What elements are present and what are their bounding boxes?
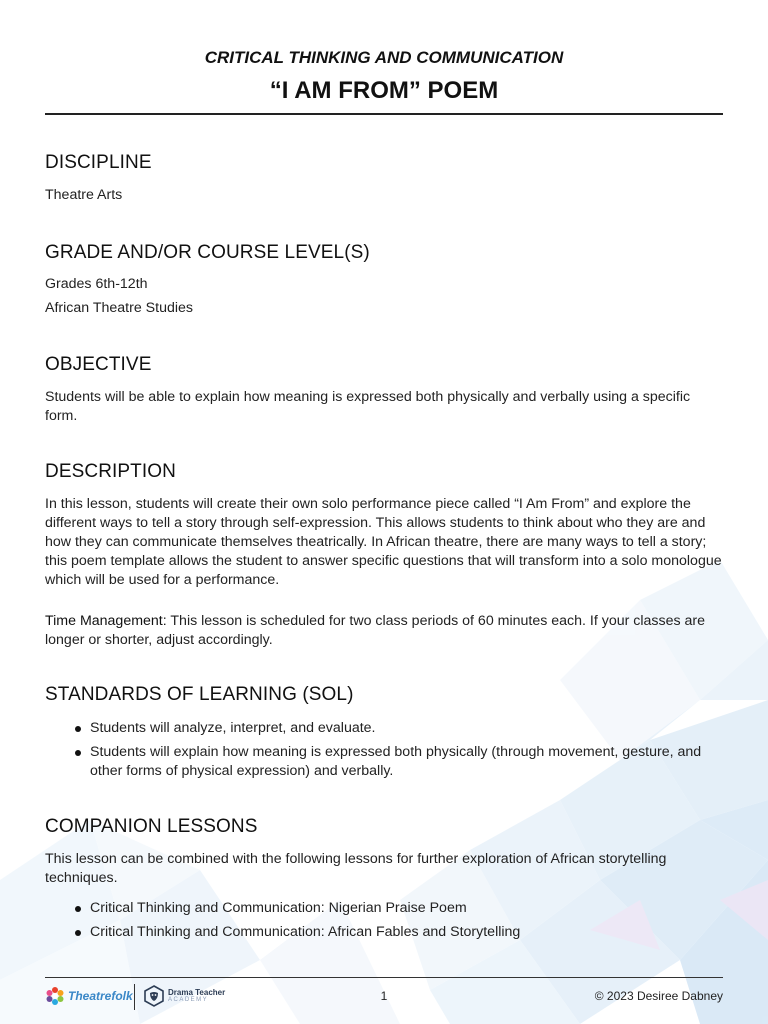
document-subtitle: CRITICAL THINKING AND COMMUNICATION bbox=[204, 48, 564, 67]
standards-list bbox=[45, 719, 723, 786]
list-item: Critical Thinking and Communication: African Fables and Storytelling bbox=[45, 923, 723, 942]
page-number: 1 bbox=[380, 989, 388, 1003]
time-management-text: This lesson is scheduled for two class periods of 60 minutes each. If your classes are longer or shorter, adjust accordingly. bbox=[45, 613, 706, 648]
footer bbox=[45, 984, 723, 1012]
companion-heading: COMPANION LESSONS bbox=[45, 816, 258, 837]
companion-list bbox=[45, 899, 723, 947]
objective-text: Students will be able to explain how meaning is expressed both physically and verbally using a specific form. bbox=[45, 389, 691, 424]
time-management-paragraph bbox=[45, 612, 723, 650]
list-item: Students will explain how meaning is expressed both physically (through movement, gesture, and other forms of physical expression) and verbally. bbox=[45, 743, 723, 781]
title-rule bbox=[45, 113, 723, 115]
theatrefolk-logo-text: Theatrefolk bbox=[68, 989, 133, 1003]
grade-line-1: Grades 6th-12th bbox=[45, 276, 148, 292]
list-item: Students will analyze, interpret, and evaluate. bbox=[45, 719, 723, 738]
grade-heading: GRADE AND/OR COURSE LEVEL(S) bbox=[45, 242, 370, 263]
dta-logo-line-1: Drama Teacher bbox=[168, 988, 226, 997]
document-title: “I AM FROM” POEM bbox=[269, 77, 499, 104]
grade-line-2: African Theatre Studies bbox=[45, 300, 193, 316]
standards-heading: STANDARDS OF LEARNING (SOL) bbox=[45, 684, 354, 705]
discipline-text: Theatre Arts bbox=[45, 187, 123, 203]
list-item: Critical Thinking and Communication: Nigerian Praise Poem bbox=[45, 899, 723, 918]
objective-heading: OBJECTIVE bbox=[45, 354, 152, 375]
dta-logo-line-2: ACADEMY bbox=[168, 997, 209, 1003]
description-text: In this lesson, students will create their own solo performance piece called “I Am From” and explore the different ways to tell a story through self-expression. This allows students to think about who they are and how they can communicate themselves theatrically. In African theatre, there are many ways to tell a story; this poem template allows the student to answer specific questions that will transform into a solo monologue which will be used for a performance. bbox=[45, 496, 722, 588]
companion-text: This lesson can be combined with the following lessons for further exploration of African storytelling techniques. bbox=[45, 851, 667, 886]
description-heading: DESCRIPTION bbox=[45, 461, 176, 482]
time-management-label: Time Management: bbox=[45, 613, 167, 629]
footer-rule bbox=[45, 977, 723, 978]
discipline-heading: DISCIPLINE bbox=[45, 152, 152, 173]
copyright: © 2023 Desiree Dabney bbox=[594, 989, 723, 1003]
